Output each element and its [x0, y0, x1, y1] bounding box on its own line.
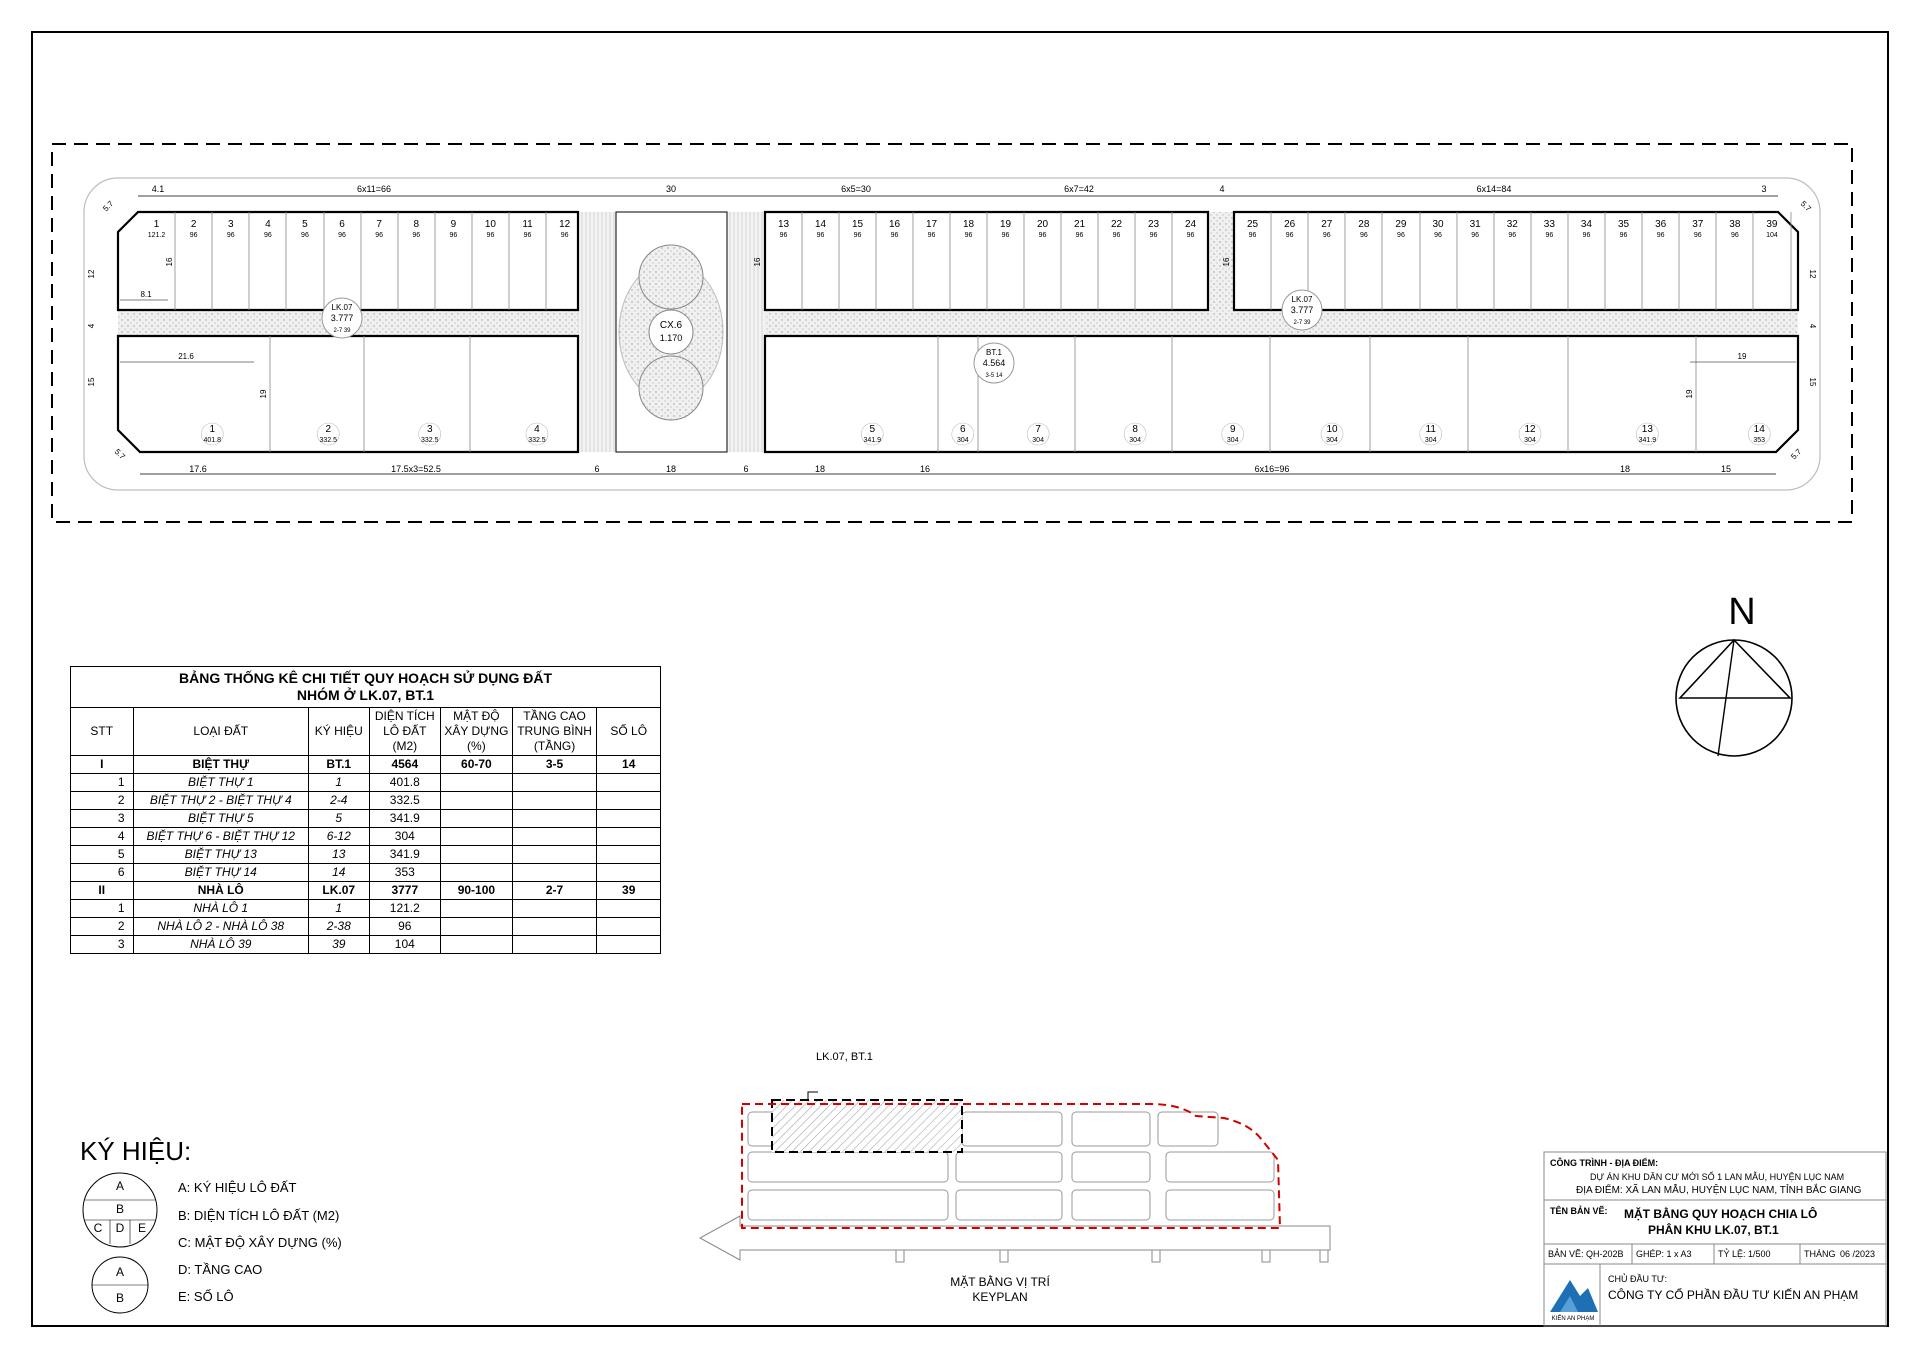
- top-lot-area: 96: [1359, 232, 1368, 239]
- cell-area: 4564: [369, 756, 441, 774]
- top-lot-area: 96: [1434, 232, 1442, 239]
- top-lot-area: 104: [1766, 232, 1778, 239]
- top-lot-number: 31: [1469, 219, 1481, 230]
- bottom-lot-area: 304: [1226, 437, 1239, 444]
- zone-label-bt1: [974, 343, 1014, 383]
- top-lot-number: 1: [153, 219, 160, 230]
- top-lot-area: 96: [412, 232, 421, 239]
- bottom-lot-number: 3: [426, 424, 433, 435]
- tb-month-value: 06 /2023: [1840, 1249, 1876, 1259]
- table-row: [71, 846, 661, 864]
- top-lot-area: 96: [1656, 232, 1665, 239]
- svg-text:2-7 39: 2-7 39: [1293, 320, 1311, 326]
- cell-type: NHÀ LÔ 2 - NHÀ LÔ 38: [133, 918, 308, 936]
- top-lot-area: 96: [1285, 232, 1294, 239]
- top-lot-number: 29: [1395, 219, 1407, 230]
- cell-symbol: BT.1: [309, 756, 370, 774]
- top-lot-number: 27: [1321, 219, 1333, 230]
- top-lot-area: 121.2: [147, 232, 166, 239]
- cell-count: [597, 774, 661, 792]
- bottom-lot-number: 5: [869, 424, 876, 435]
- bottom-lot-number: 9: [1229, 424, 1236, 435]
- top-lot-area: 96: [816, 232, 825, 239]
- top-lot-area: 96: [375, 232, 384, 239]
- dim-side-e-1: 12: [1808, 269, 1817, 279]
- top-lot-area: 96: [1075, 232, 1084, 239]
- svg-text:CX.6: CX.6: [659, 320, 683, 331]
- table-row: [71, 792, 661, 810]
- svg-text:A: A: [115, 1265, 125, 1279]
- north-letter: N: [1728, 591, 1756, 633]
- top-lot-number: 25: [1246, 219, 1259, 230]
- cell-density: [441, 792, 513, 810]
- cell-stt: 2: [71, 918, 134, 936]
- cell-stt: 2: [71, 792, 134, 810]
- dim-inner-8: 19: [1737, 352, 1747, 361]
- top-lot-number: 38: [1729, 219, 1741, 230]
- bottom-lot-number: 8: [1132, 424, 1138, 435]
- top-lot-number: 13: [777, 219, 790, 230]
- bottom-lot-area: 332.5: [420, 437, 439, 444]
- cell-density: [441, 864, 513, 882]
- cell-count: [597, 846, 661, 864]
- top-lot-area: 96: [263, 232, 272, 239]
- col-density: MẬT ĐỘ XÂY DỰNG (%): [441, 708, 513, 756]
- svg-text:3.777: 3.777: [1290, 305, 1314, 315]
- svg-text:2-7 39: 2-7 39: [333, 328, 351, 334]
- cell-symbol: 2-38: [309, 918, 370, 936]
- dim-bottom-5: 18: [814, 464, 826, 474]
- dim-top-1: 6x11=66: [356, 184, 392, 194]
- cell-floors: [512, 900, 597, 918]
- tb-drawing-name-1: MẶT BẰNG QUY HOẠCH CHIA LÔ: [1624, 1207, 1818, 1221]
- svg-text:3-5 14: 3-5 14: [985, 373, 1003, 379]
- cell-floors: [512, 792, 597, 810]
- top-lot-number: 39: [1766, 219, 1778, 230]
- dim-bottom-4: 6: [743, 464, 749, 474]
- dim-side-w-1: 12: [87, 269, 96, 279]
- cell-stt: 3: [71, 936, 134, 954]
- cell-type: BIỆT THỰ 2 - BIỆT THỰ 4: [133, 792, 308, 810]
- top-lot-area: 96: [1582, 232, 1591, 239]
- cell-density: [441, 774, 513, 792]
- cell-stt: 4: [71, 828, 134, 846]
- col-area: DIỆN TÍCH LÔ ĐẤT (M2): [369, 708, 441, 756]
- bottom-lot-area: 401.8: [203, 437, 222, 444]
- cell-type: BIỆT THỰ: [133, 756, 308, 774]
- keyplan-area-label: LK.07, BT.1: [816, 1051, 873, 1063]
- dim-corner-se: 5.7: [1789, 447, 1804, 462]
- dim-inner-3: 21.6: [178, 352, 194, 361]
- bottom-lot-number: 13: [1641, 424, 1653, 435]
- dim-top-2: 30: [665, 184, 677, 194]
- cell-count: [597, 810, 661, 828]
- cell-type: NHÀ LÔ 39: [133, 936, 308, 954]
- bottom-lot-area: 332.5: [319, 437, 338, 444]
- table-row: [71, 828, 661, 846]
- bottom-lot-area: 304: [1326, 437, 1338, 444]
- table-row: [71, 756, 661, 774]
- tb-month-label: THÁNG: [1804, 1249, 1836, 1259]
- cell-symbol: 1: [309, 774, 370, 792]
- cell-type: BIỆT THỰ 6 - BIỆT THỰ 12: [133, 828, 308, 846]
- keyplan: [700, 1051, 1330, 1304]
- dim-top-7: 3: [1761, 184, 1767, 194]
- cell-count: [597, 918, 661, 936]
- svg-text:B: B: [115, 1202, 125, 1216]
- top-lot-number: 32: [1506, 219, 1518, 230]
- dim-bottom-9: 15: [1720, 464, 1732, 474]
- top-lot-number: 4: [265, 219, 271, 230]
- cell-stt: 1: [71, 774, 134, 792]
- internal-alley: [118, 310, 1798, 336]
- walkway-right: [727, 212, 765, 452]
- table-row: [71, 900, 661, 918]
- dim-bottom-6: 16: [919, 464, 931, 474]
- top-lot-number: 15: [851, 219, 864, 230]
- table-title: BẢNG THỐNG KÊ CHI TIẾT QUY HOẠCH SỬ DỤNG ĐẤT NHÓM Ở LK.07, BT.1: [71, 667, 661, 708]
- top-lot-number: 9: [450, 219, 457, 230]
- col-type: LOẠI ĐẤT: [133, 708, 308, 756]
- cell-count: [597, 828, 661, 846]
- dim-inner-1: 16: [165, 257, 174, 267]
- cell-symbol: 6-12: [309, 828, 370, 846]
- cell-area: 121.2: [369, 900, 441, 918]
- tb-project-name: DỰ ÁN KHU DÂN CƯ MỚI SỐ 1 LAN MẪU, HUYỆN LỤC NAM: [1590, 1172, 1845, 1182]
- dim-inner-7: 19: [1685, 389, 1694, 399]
- dim-top-0: 4.1: [151, 184, 165, 194]
- top-lot-area: 96: [486, 232, 495, 239]
- dim-side-e-2: 4: [1808, 323, 1817, 329]
- tb-project-label: CÔNG TRÌNH - ĐỊA ĐIỂM:: [1550, 1158, 1659, 1168]
- svg-text:4.564: 4.564: [982, 358, 1006, 368]
- company-logo: [1550, 1280, 1598, 1322]
- table-row: [71, 774, 661, 792]
- dim-side-w-2: 4: [87, 323, 96, 329]
- cell-floors: [512, 918, 597, 936]
- bottom-lot-number: 12: [1524, 424, 1536, 435]
- col-floors: TẦNG CAO TRUNG BÌNH (TẦNG): [512, 708, 597, 756]
- tb-join: GHÉP: 1 x A3: [1636, 1249, 1692, 1259]
- svg-text:KIẾN AN PHẠM: KIẾN AN PHẠM: [1551, 1316, 1595, 1322]
- top-lot-area: 96: [338, 232, 346, 239]
- bottom-lot-number: 1: [209, 424, 216, 435]
- cell-stt: 5: [71, 846, 134, 864]
- dim-top-4: 6x7=42: [1064, 184, 1094, 194]
- top-lot-number: 34: [1580, 219, 1593, 230]
- bottom-lot-number: 2: [325, 424, 332, 435]
- legend-item-e: E: SỐ LÔ: [178, 1289, 234, 1304]
- top-lot-area: 96: [560, 232, 569, 239]
- dim-bottom-1: 17.5x3=52.5: [391, 464, 441, 474]
- bottom-lot-number: 10: [1326, 424, 1338, 435]
- cell-area: 401.8: [369, 774, 441, 792]
- top-lot-number: 24: [1184, 219, 1197, 230]
- cell-symbol: 39: [309, 936, 370, 954]
- svg-text:D: D: [115, 1221, 125, 1235]
- cell-symbol: 2-4: [309, 792, 370, 810]
- cell-symbol: 5: [309, 810, 370, 828]
- cell-floors: [512, 936, 597, 954]
- cell-type: BIỆT THỰ 13: [133, 846, 308, 864]
- cell-type: BIỆT THỰ 1: [133, 774, 308, 792]
- top-lot-area: 96: [301, 232, 309, 239]
- dim-inner-5: 16: [753, 257, 762, 267]
- north-arrow: [1676, 591, 1792, 756]
- top-lot-number: 3: [227, 219, 234, 230]
- dim-bottom-0: 17.6: [189, 464, 207, 474]
- dim-corner-sw: 5.7: [112, 447, 127, 462]
- zone-label-lk07-east: [1282, 290, 1322, 330]
- tb-drawing-label: TÊN BẢN VẼ:: [1550, 1206, 1608, 1216]
- top-lot-number: 12: [559, 219, 571, 230]
- top-lot-number: 23: [1147, 219, 1160, 230]
- table-row: [71, 936, 661, 954]
- bottom-lot-area: 341.9: [1638, 437, 1657, 444]
- bottom-lot-area: 304: [1524, 437, 1536, 444]
- cell-density: [441, 828, 513, 846]
- legend-item-c: C: MẬT ĐỘ XÂY DỰNG (%): [178, 1235, 342, 1250]
- walkway-left: [578, 212, 616, 452]
- cell-floors: [512, 810, 597, 828]
- cell-area: 104: [369, 936, 441, 954]
- cell-stt: II: [71, 882, 134, 900]
- cell-density: [441, 918, 513, 936]
- top-lot-number: 30: [1432, 219, 1444, 230]
- table-row: [71, 918, 661, 936]
- svg-text:C: C: [93, 1221, 103, 1235]
- cell-density: [441, 846, 513, 864]
- top-lot-number: 21: [1073, 219, 1086, 230]
- col-symbol: KÝ HIỆU: [309, 708, 370, 756]
- cell-density: [441, 810, 513, 828]
- top-lot-number: 35: [1617, 219, 1630, 230]
- land-use-table: [70, 666, 661, 954]
- top-lot-number: 33: [1543, 219, 1555, 230]
- top-lot-area: 96: [1397, 232, 1405, 239]
- top-lot-area: 96: [1149, 232, 1158, 239]
- top-lot-number: 26: [1284, 219, 1296, 230]
- cell-count: [597, 792, 661, 810]
- top-lot-area: 96: [1038, 232, 1047, 239]
- table-row: [71, 864, 661, 882]
- cell-symbol: LK.07: [309, 882, 370, 900]
- dim-top-5: 4: [1219, 184, 1225, 194]
- table-row: [71, 810, 661, 828]
- top-lot-area: 96: [890, 232, 899, 239]
- top-lot-area: 96: [523, 232, 532, 239]
- cell-floors: [512, 864, 597, 882]
- cell-density: 60-70: [441, 756, 513, 774]
- top-lot-number: 10: [484, 219, 497, 230]
- dim-side-w-3: 15: [87, 377, 96, 387]
- dim-bottom-3: 18: [665, 464, 677, 474]
- svg-text:E: E: [137, 1221, 147, 1235]
- top-lot-number: 14: [814, 219, 827, 230]
- cell-stt: I: [71, 756, 134, 774]
- legend-item-a: A: KÝ HIỆU LÔ ĐẤT: [178, 1180, 297, 1195]
- bottom-lot-area: 304: [1129, 437, 1141, 444]
- cell-type: BIỆT THỰ 14: [133, 864, 308, 882]
- keyplan-caption-2: KEYPLAN: [972, 1290, 1028, 1304]
- legend-symbols: [83, 1173, 157, 1313]
- top-lot-number: 16: [888, 219, 901, 230]
- bottom-lot-area: 353: [1753, 437, 1766, 444]
- cell-area: 3777: [369, 882, 441, 900]
- table-row: [71, 882, 661, 900]
- svg-text:3.777: 3.777: [330, 313, 354, 323]
- cell-area: 304: [369, 828, 441, 846]
- cell-stt: 1: [71, 900, 134, 918]
- cell-floors: [512, 846, 597, 864]
- top-lot-area: 96: [1186, 232, 1195, 239]
- dim-top-3: 6x5=30: [841, 184, 871, 194]
- legend-item-d: D: TẦNG CAO: [178, 1262, 263, 1277]
- svg-text:LK.07: LK.07: [1291, 295, 1313, 304]
- cell-area: 353: [369, 864, 441, 882]
- dim-bottom-8: 18: [1619, 464, 1631, 474]
- cell-area: 332.5: [369, 792, 441, 810]
- bottom-lot-area: 304: [1032, 437, 1044, 444]
- cell-count: [597, 864, 661, 882]
- dim-inner-2: 8.1: [140, 290, 152, 299]
- bottom-lot-number: 6: [960, 424, 966, 435]
- bottom-lot-number: 4: [534, 424, 540, 435]
- top-lot-number: 37: [1692, 219, 1704, 230]
- bottom-lot-number: 7: [1035, 424, 1041, 435]
- keyplan-caption-1: MẶT BẰNG VỊ TRÍ: [950, 1275, 1050, 1289]
- top-lot-area: 96: [779, 232, 788, 239]
- block-lk07-mid: [765, 212, 1208, 310]
- top-lot-area: 96: [1545, 232, 1554, 239]
- legend-item-b: B: DIỆN TÍCH LÔ ĐẤT (M2): [178, 1208, 340, 1223]
- cell-floors: [512, 828, 597, 846]
- cell-stt: 3: [71, 810, 134, 828]
- park-cx6: [616, 212, 727, 452]
- dim-corner-ne: 5.7: [1798, 199, 1813, 214]
- top-lot-area: 96: [1508, 232, 1517, 239]
- cell-area: 341.9: [369, 810, 441, 828]
- top-lot-area: 96: [964, 232, 973, 239]
- cell-floors: 2-7: [512, 882, 597, 900]
- top-lot-number: 22: [1110, 219, 1123, 230]
- cell-symbol: 1: [309, 900, 370, 918]
- svg-text:B: B: [115, 1291, 125, 1305]
- cell-symbol: 13: [309, 846, 370, 864]
- legend-title: KÝ HIỆU:: [80, 1136, 192, 1166]
- dim-bottom-7: 6x16=96: [1254, 464, 1290, 474]
- dim-corner-nw: 5.7: [101, 199, 116, 214]
- cell-density: [441, 900, 513, 918]
- zone-label-lk07-west: [322, 298, 362, 338]
- tb-scale: TỶ LỆ: 1/500: [1718, 1249, 1771, 1259]
- col-stt: STT: [71, 708, 134, 756]
- cell-symbol: 14: [309, 864, 370, 882]
- cell-type: BIỆT THỰ 5: [133, 810, 308, 828]
- svg-text:BT.1: BT.1: [985, 348, 1003, 357]
- top-lot-area: 96: [449, 232, 458, 239]
- bottom-lot-number: 11: [1425, 424, 1436, 435]
- cell-floors: 3-5: [512, 756, 597, 774]
- top-lot-area: 96: [189, 232, 198, 239]
- cell-count: [597, 900, 661, 918]
- top-lot-area: 96: [226, 232, 235, 239]
- top-lot-number: 17: [925, 219, 938, 230]
- top-lot-number: 28: [1358, 219, 1370, 230]
- svg-text:LK.07: LK.07: [331, 303, 353, 312]
- table-header-row: [71, 708, 661, 756]
- bottom-lot-number: 14: [1753, 424, 1765, 435]
- top-lot-area: 96: [1248, 232, 1257, 239]
- top-lot-area: 96: [927, 232, 936, 239]
- top-lot-area: 96: [1001, 232, 1010, 239]
- top-lot-area: 96: [1322, 232, 1331, 239]
- cell-type: NHÀ LÔ: [133, 882, 308, 900]
- top-lot-number: 36: [1655, 219, 1667, 230]
- cell-count: 39: [597, 882, 661, 900]
- tb-drawing-name-2: PHÂN KHU LK.07, BT.1: [1648, 1223, 1779, 1237]
- top-lot-number: 20: [1036, 219, 1049, 230]
- col-count: SỐ LÔ: [597, 708, 661, 756]
- cell-type: NHÀ LÔ 1: [133, 900, 308, 918]
- dim-top-6: 6x14=84: [1476, 184, 1512, 194]
- bottom-lot-area: 304: [1424, 437, 1437, 444]
- cell-stt: 6: [71, 864, 134, 882]
- dim-bottom-2: 6: [594, 464, 600, 474]
- top-lot-number: 8: [413, 219, 420, 230]
- dim-inner-4: 19: [259, 389, 268, 399]
- top-lot-area: 96: [1619, 232, 1628, 239]
- tb-owner-name: CÔNG TY CỔ PHẦN ĐẦU TƯ KIẾN AN PHẠM: [1608, 1288, 1859, 1302]
- top-lot-number: 5: [302, 219, 308, 230]
- top-lot-number: 11: [522, 219, 533, 230]
- cell-area: 96: [369, 918, 441, 936]
- top-lot-area: 96: [1471, 232, 1480, 239]
- cell-count: [597, 936, 661, 954]
- bottom-lot-area: 304: [956, 437, 969, 444]
- bottom-lot-area: 332.5: [528, 437, 546, 444]
- bottom-lot-area: 341.9: [863, 437, 882, 444]
- svg-text:1.170: 1.170: [659, 333, 683, 343]
- dim-inner-6: 16: [1222, 257, 1231, 267]
- top-lot-number: 19: [999, 219, 1012, 230]
- top-lot-area: 96: [1693, 232, 1702, 239]
- tb-location: ĐỊA ĐIỂM: XÃ LAN MẪU, HUYỆN LỤC NAM, TỈNH BẮC GIANG: [1576, 1185, 1862, 1196]
- cell-floors: [512, 774, 597, 792]
- tb-owner-label: CHỦ ĐẦU TƯ:: [1608, 1274, 1668, 1284]
- top-lot-area: 96: [1112, 232, 1121, 239]
- cell-density: 90-100: [441, 882, 513, 900]
- dim-side-e-3: 15: [1808, 377, 1817, 387]
- top-lot-number: 18: [962, 219, 975, 230]
- cell-count: 14: [597, 756, 661, 774]
- top-lot-number: 6: [339, 219, 345, 230]
- top-lot-area: 96: [853, 232, 862, 239]
- svg-text:A: A: [115, 1179, 125, 1193]
- cell-density: [441, 936, 513, 954]
- top-lot-area: 96: [1730, 232, 1739, 239]
- cell-area: 341.9: [369, 846, 441, 864]
- top-lot-number: 7: [376, 219, 382, 230]
- tb-sheet-no: BẢN VẼ: QH-202B: [1548, 1249, 1624, 1259]
- top-lot-number: 2: [190, 219, 197, 230]
